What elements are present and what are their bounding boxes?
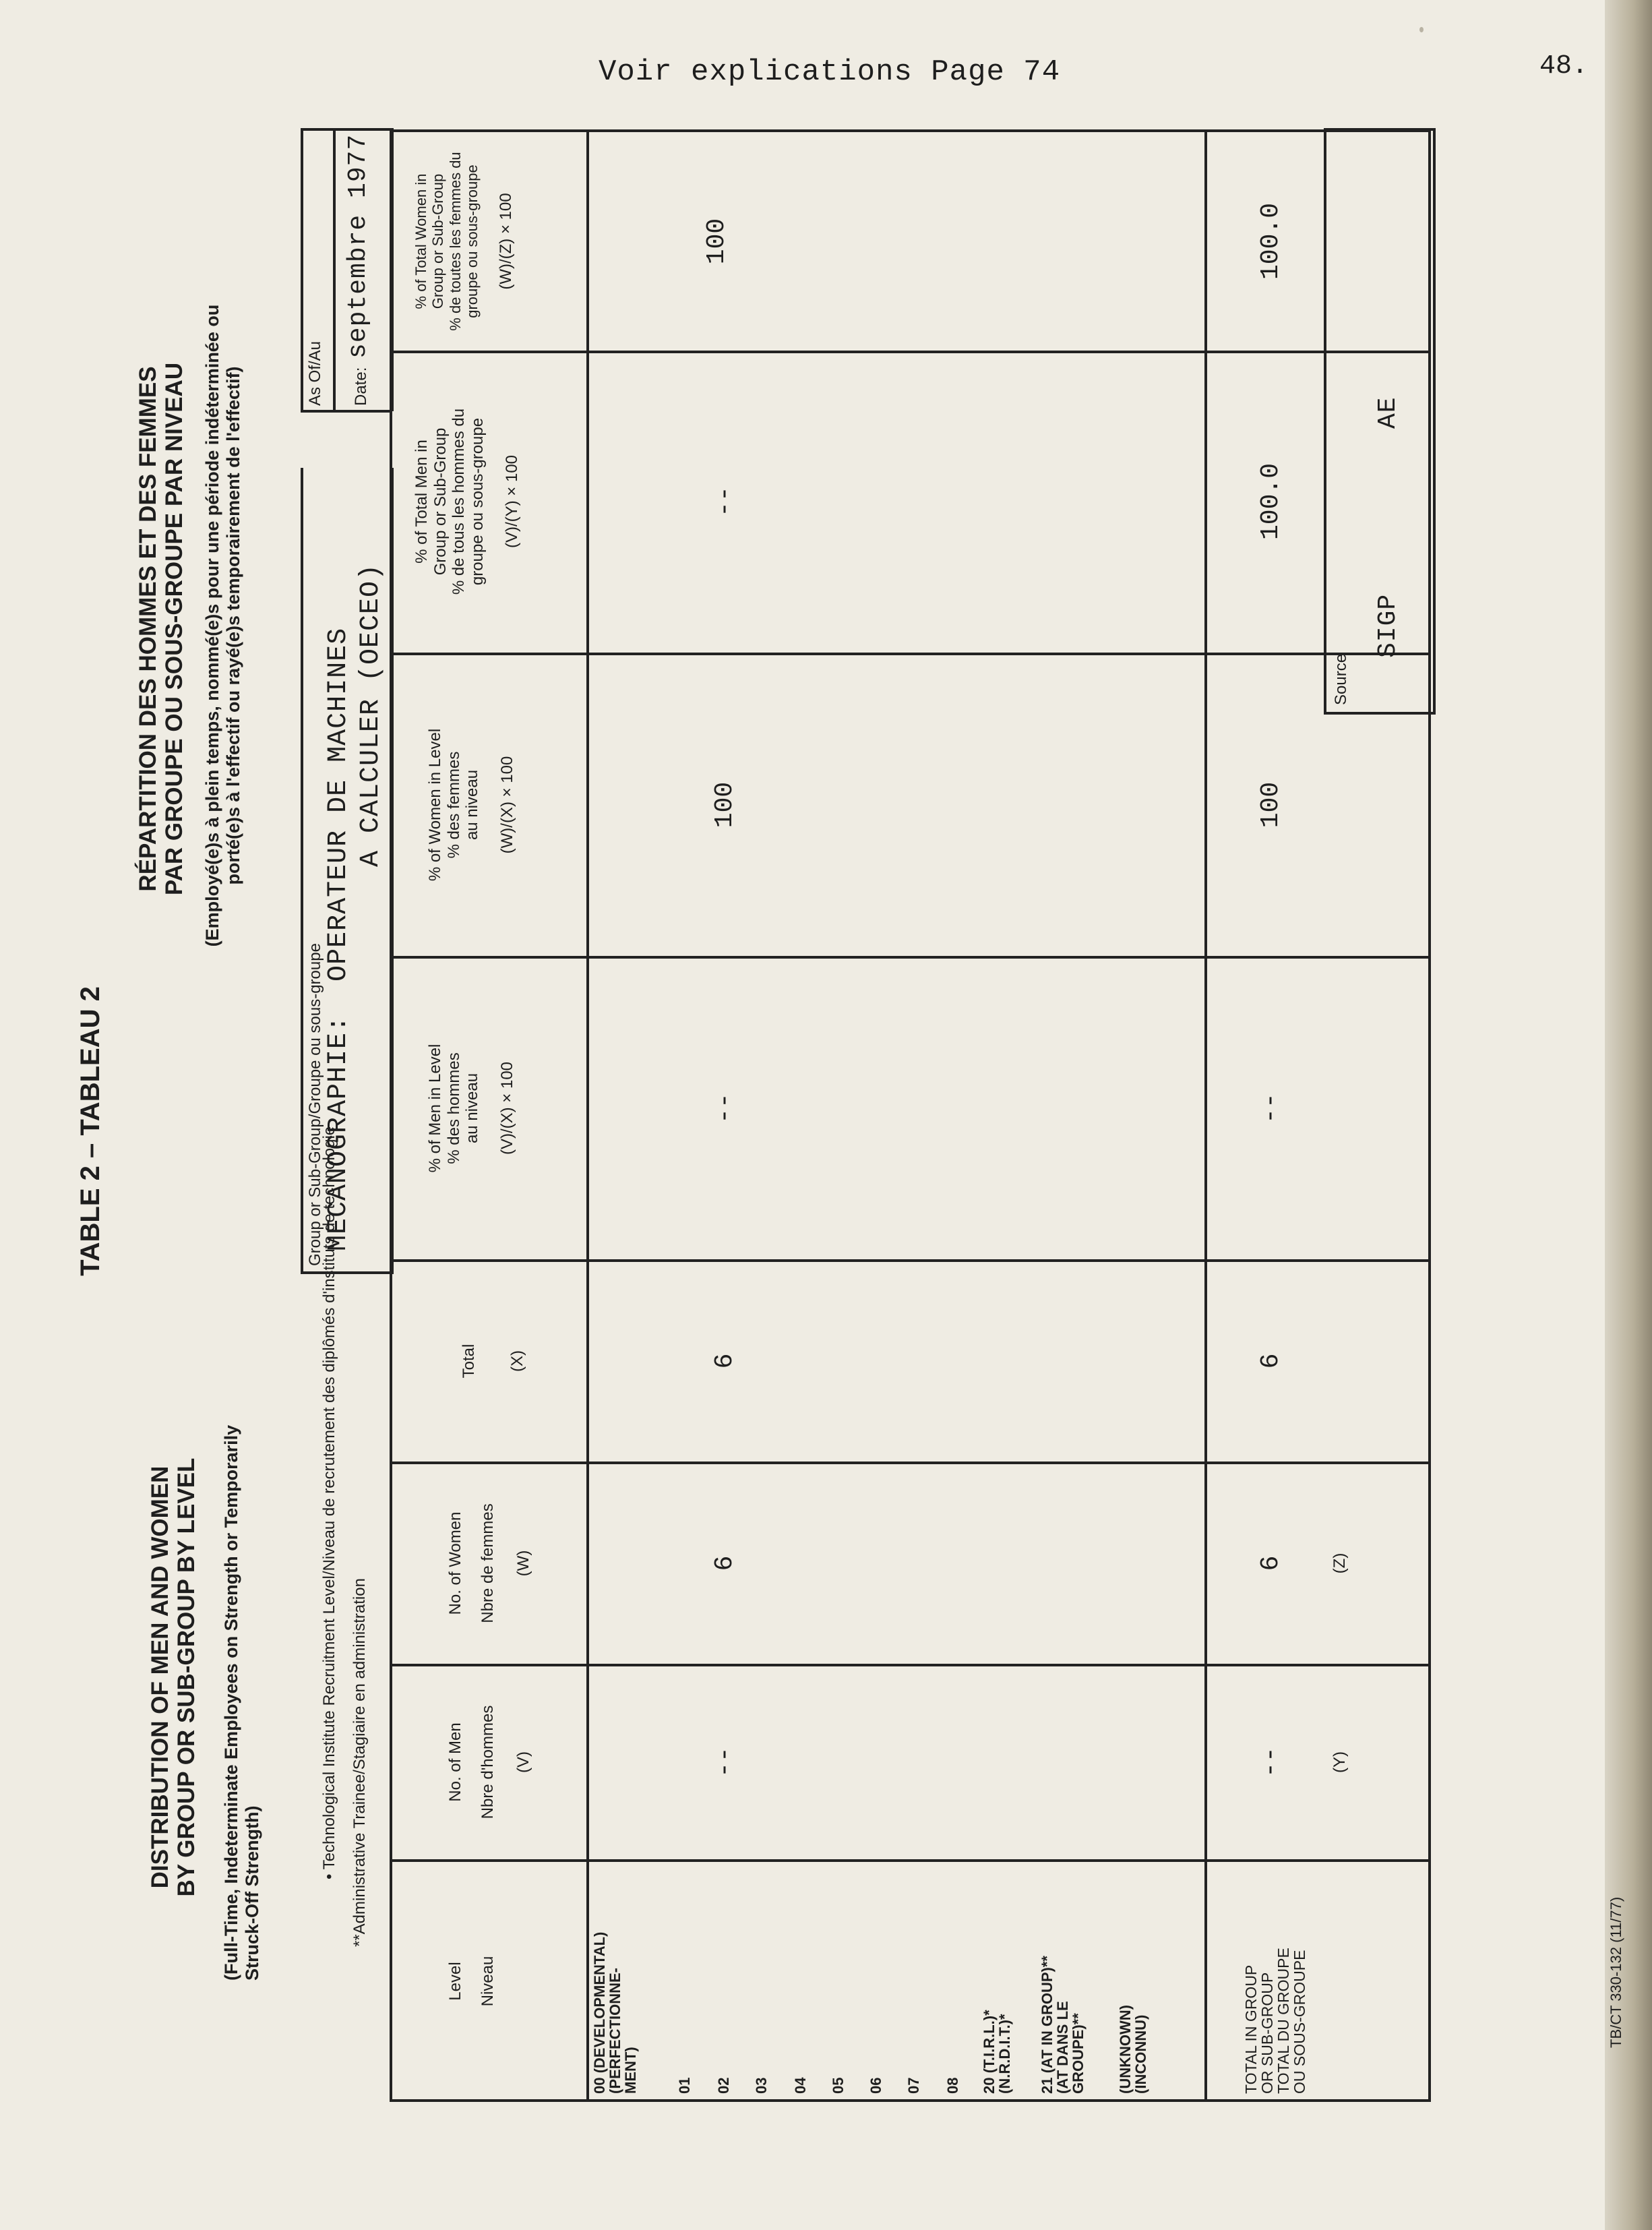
voir-explications-note: Voir explications Page 74 [599,55,1061,89]
header-total-symbol: (X) [508,1350,526,1372]
totals-total: 6 [1256,1353,1285,1369]
header-level-fr: Niveau [478,1956,497,2007]
table-title: TABLE 2 – TABLEAU 2 [75,986,105,1276]
as-of-box [301,128,394,411]
header-pct-men-level-formula: (V)/(X) × 100 [497,1061,516,1155]
totals-women: 6 [1256,1555,1285,1571]
header-pct-total-men [412,353,522,650]
header-total-en: Total [460,1344,478,1379]
header-pct-women-level-en: % of Women in Level [426,728,444,882]
totals-pct-total-women: 100.0 [1256,202,1285,280]
page-number: 48. [1539,51,1589,82]
header-pct-women-level [426,657,516,953]
group-box [301,468,394,1274]
totals-label: TOTAL IN GROUP OR SUB-GROUP TOTAL DU GROUPE OU SOUS-GROUPE [1242,1948,1309,2094]
row-label-01: 01 [676,2077,693,2094]
row02-pct-total-women: 100 [702,218,731,265]
col-divider-pct-men [392,956,1428,959]
header-men-fr: Nbre d'hommes [478,1705,497,1819]
totals-men-symbol: (Y) [1330,1751,1349,1773]
date-value: septembre 1977 [344,133,373,359]
note-administrative-trainee: **Administrative Trainee/Stagiaire en administration [350,1578,369,1947]
col-divider-total [392,1259,1428,1262]
title-english: DISTRIBUTION OF MEN AND WOMEN BY GROUP OR SUB-GROUP BY LEVEL [147,1457,200,1897]
totals-pct-men-level: -- [1256,1093,1285,1124]
header-pct-men-level [426,960,516,1257]
source-label: Source [1332,653,1350,705]
header-women [446,1466,533,1661]
source-box [1324,128,1436,715]
header-pct-total-women [412,135,516,348]
header-pct-total-men-fr: % de tous les hommes du groupe ou sous-groupe [450,408,487,595]
col-divider-women [392,1461,1428,1464]
header-level-en: Level [446,1962,464,2001]
row02-pct-men-level: -- [710,1093,739,1124]
header-bottom-line [586,132,589,2099]
row-label-02: 02 [715,2077,732,2094]
header-pct-total-women-fr: % de toutes les femmes du groupe ou sous-groupe [446,152,481,331]
row-label-07: 07 [905,2077,922,2094]
date-label: Date: [352,367,370,406]
as-of-label: As Of/Au [306,340,324,406]
row-label-08: 08 [944,2077,961,2094]
row-label-04: 04 [792,2077,809,2094]
header-women-en: No. of Women [446,1511,464,1615]
row-label-00: 00 (DEVELOPMENTAL) (PERFECTIONNE- MENT) [591,1931,640,2094]
source-value-ae: AE [1374,396,1403,429]
totals-pct-women-level: 100 [1256,781,1285,828]
header-pct-men-level-fr: % des hommes au niveau [444,1052,482,1164]
header-level [446,1870,497,2092]
group-name-line1: MECANOGRAPHIE: OPERATEUR DE MACHINES [324,627,354,1251]
col-divider-men [392,1664,1428,1666]
row02-women: 6 [710,1555,739,1571]
header-men-symbol: (V) [514,1751,533,1773]
group-name-line2: A CALCULER (OECEO) [356,563,386,867]
subtitle-french: (Employé(e)s à plein temps, nommé(e)s pour une période indéterminée ou porté(e)s à l'effectif ou rayé(e)s temporairement de l'effectif) [202,304,244,947]
as-of-divider [333,131,336,411]
subtitle-english: (Full-Time, Indeterminate Employees on Strength or Temporarily Struck-Off Strength) [221,1424,263,1981]
header-women-symbol: (W) [514,1550,533,1577]
row-label-20: 20 (T.I.R.L.)* (N.R.D.I.T.)* [981,2010,1014,2094]
row-label-unknown: (UNKNOWN) (INCONNU) [1117,2005,1150,2094]
header-pct-women-level-formula: (W)/(X) × 100 [497,756,516,854]
col-divider-pct-women [392,653,1428,655]
totals-top-line [1204,132,1207,2099]
form-number: TB/CT 330-132 (11/77) [1608,1896,1624,2048]
row-label-21: 21 (AT IN GROUP)** (AT DANS LE GROUPE)** [1039,1956,1087,2094]
note-technological-institute: • Technological Institute Recruitment Level/Niveau de recrutement des diplômés d'instituts de technologie [320,1126,338,1879]
totals-men: -- [1256,1747,1285,1778]
header-pct-total-women-en: % of Total Women in Group or Sub-Group [412,173,447,309]
header-pct-total-men-en: % of Total Men in Group or Sub-Group [412,427,450,576]
title-french: RÉPARTITION DES HOMMES ET DES FEMMES PAR GROUPE OU SOUS-GROUPE PAR NIVEAU [135,362,188,896]
row02-total: 6 [710,1353,739,1369]
row02-men: -- [710,1747,739,1778]
col-divider-level [392,1859,1428,1862]
distribution-table [390,129,1431,2102]
source-value-sigp: SIGP [1374,593,1403,658]
header-total [460,1263,526,1459]
totals-women-symbol: (Z) [1330,1553,1349,1574]
row02-pct-women-level: 100 [710,781,739,828]
header-pct-total-men-formula: (V)/(Y) × 100 [503,454,522,549]
row-label-06: 06 [867,2077,884,2094]
header-pct-women-level-fr: % des femmes au niveau [444,751,482,859]
header-pct-total-women-formula: (W)/(Z) × 100 [497,193,516,290]
group-label: Group or Sub-Group/Groupe ou sous-groupe [306,943,324,1266]
totals-pct-total-men: 100.0 [1256,462,1285,541]
header-pct-men-level-en: % of Men in Level [426,1044,444,1173]
row-label-03: 03 [753,2077,770,2094]
header-men [446,1668,533,1857]
row02-pct-total-men: -- [710,486,739,517]
row-label-05: 05 [830,2077,847,2094]
header-women-fr: Nbre de femmes [478,1503,497,1623]
header-men-en: No. of Men [446,1722,464,1802]
